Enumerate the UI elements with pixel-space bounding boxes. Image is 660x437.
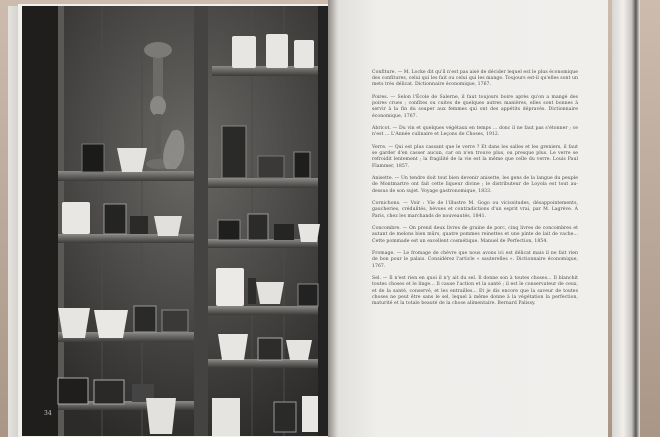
entry-anisette: Anisette. — Un tendre doit tout bien devenir anisette, les gens de la langue du peuple de Montmartre ont fait cette liqueur divine ; le distributeur de Loyola est tout au-dessus de son sujet. Voyage gastronomique, 1833. xyxy=(372,176,578,194)
entry-concombre: Concombre. — On prend deux livres de graine de porc, cinq livres de concombres et autant de melons bien mûrs, quatre pommes reinettes et une pinte de lait de vache... Cette pommade est un excellent cosmétique. Manuel de Perfection, 1854. xyxy=(372,226,578,244)
text-column xyxy=(372,70,578,314)
cupboard-photo-image xyxy=(22,6,328,436)
entry-cornichons: Cornichons. — Voir : Vie de l'illustre M. Gogo ou vicissitudes, désappointements, gaucheries, crédulités, bévues et contradictions d'un esprit vrai, par M. Lagrève. À Paris, chez les marchands de nouveautés, 1841. xyxy=(372,201,578,219)
entry-confiture: Confiture. — M. Locke dit qu'il n'est pas aisé de décider lequel est le plus économique des confitures, celui qui les fait ou celui qui les mange. Toujours est-il qu'elles sont un mets très délicat. Dictionnaire économique, 1767. xyxy=(372,70,578,88)
entry-sel: Sel. — Il n'est rien en quoi il n'y ait du sel. Il donne son à toutes choses... Il blanchit toutes choses et le linge... Il cause l'action et la santé ; il est le conservateur de ceux, et de la santé, conservé, et les entrailles... Et je dis encore que la saveur de toutes choses ne peut être sans le sel, lequel à même donne à la végétation la perfection, maturité et la totale beauté de la chose alimentaire. Bernard Palissy. xyxy=(372,276,578,307)
entry-poires: Poires. — Selon l'École de Salerne, il faut toujours boire après qu'on a mangé des poires crues ; confites ou cuites de quelques autres manières, elles sont bonnes à servir à la fin du souper aux femmes qui ont des appétits dépravés. Dictionnaire économique, 1767. xyxy=(372,95,578,119)
entry-verre: Verre. — Qui est plus cassant que le verre ? Et dans les salles et les greniers, il faut se garder d'en casser aucun, car on n'en trouve plus, ou presque plus. Le verre se refroidit lentement ; la fragilité de la vie est la même que celle du verre. Louis Paul Flammer, 1857. xyxy=(372,145,578,169)
page-number: 34 xyxy=(44,410,52,417)
entry-abricot: Abricot. — Du vin et quelques végétaux en temps ... donc il ne faut pas s'étonner ; ce n'est ... L'Année culinaire et Leçons de Choses, 1912. xyxy=(372,126,578,138)
cupboard-photo xyxy=(22,6,328,436)
entry-fromage: Fromage. — Le fromage de chèvre que nous avons ici est délicat mais il ne fait rien de bon pour le palais. Considérez l'article « sauterelles ». Dictionnaire économique, 1767. xyxy=(372,251,578,269)
book-edge-right xyxy=(612,0,640,437)
